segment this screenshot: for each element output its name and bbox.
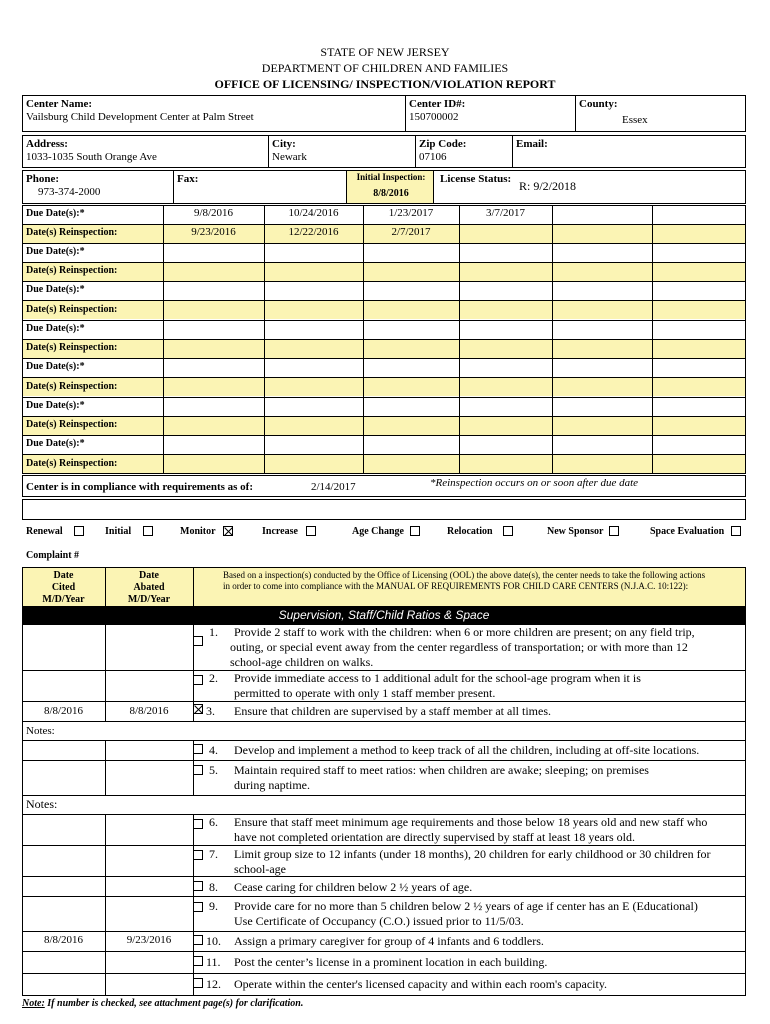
due-date-1: 9/8/2016 [193,207,234,219]
requirement-6-text: Ensure that staff meet minimum age requirements and those below 18 years old and new staff who have not completed orientation are directly supervised by staff at least 18 years old. [234,815,708,844]
due-dates-label: Due Date(s):* [26,246,85,257]
notes-label: Notes: [26,797,58,811]
type-relocation-checkbox[interactable] [503,526,513,536]
reinspection-note: *Reinspection occurs on or soon after due date [430,477,639,489]
date-abated-header: Date Abated M/D/Year [127,570,171,605]
fax-label: Fax: [177,173,199,185]
reinspection-label: Date(s) Reinspection: [26,342,118,353]
due-date-3: 1/23/2017 [388,207,434,219]
requirement-10-checkbox[interactable] [193,935,203,945]
report-title: OFFICE OF LICENSING/ INSPECTION/VIOLATION REPORT [214,77,556,91]
complaint-label: Complaint # [26,550,80,561]
instructions-text: Based on a inspection(s) conducted by the Office of Licensing (OOL) the above date(s), the center needs to take the following actions in order to come into compliance with the MANUAL OF REQUIREMENTS FOR CHILD CARE CENTERS (N.J.A.C. 10:122): [223,570,706,591]
requirement-5-text: Maintain required staff to meet ratios: when children are awake; sleeping; on premises during naptime. [234,763,649,792]
requirement-11-text: Post the center’s license in a prominent location in each building. [234,955,548,969]
reinspection-date-2: 12/22/2016 [288,226,339,238]
type-relocation-label: Relocation [447,526,493,537]
requirement-8-text: Cease caring for children below 2 ½ years of age. [234,880,473,894]
requirement-7-number: 7. [209,847,218,861]
due-dates-label: Due Date(s):* [26,361,85,372]
requirement-6-number: 6. [209,815,218,829]
zip-value: 07106 [419,151,447,163]
requirement-2-checkbox[interactable] [193,675,203,685]
type-increase-label: Increase [262,526,298,537]
requirement-10-date-abated: 9/23/2016 [126,934,172,946]
requirement-10-text: Assign a primary caregiver for group of 4 infants and 6 toddlers. [234,934,544,948]
requirement-6-checkbox[interactable] [193,819,203,829]
requirement-2-number: 2. [209,671,218,685]
reinspection-label: Date(s) Reinspection: [26,227,118,238]
address-label: Address: [26,138,68,150]
date-cited-header: Date Cited M/D/Year [42,570,85,605]
type-renewal-label: Renewal [26,526,63,537]
reinspection-label: Date(s) Reinspection: [26,265,118,276]
type-increase-checkbox[interactable] [306,526,316,536]
requirement-4-number: 4. [209,743,218,757]
due-dates-label: Due Date(s):* [26,208,85,219]
center-id-label: Center ID#: [409,98,466,110]
county-value: Essex [622,114,648,126]
requirement-7-text: Limit group size to 12 infants (under 18 months), 20 children for early childhood or 30 children for school-age [234,847,711,876]
reinspection-label: Date(s) Reinspection: [26,304,118,315]
phone-label: Phone: [26,173,59,185]
requirement-11-checkbox[interactable] [193,956,203,966]
requirement-10-date-cited: 8/8/2016 [43,934,84,946]
department-title: DEPARTMENT OF CHILDREN AND FAMILIES [261,61,509,75]
type-new-sponsor-checkbox[interactable] [609,526,619,536]
due-dates-label: Due Date(s):* [26,400,85,411]
center-name-label: Center Name: [26,98,93,110]
center-id-value: 150700002 [409,111,459,123]
requirement-4-text: Develop and implement a method to keep track of all the children, including at off-site locations. [234,743,700,757]
requirement-11-number: 11. [206,955,221,969]
type-space-evaluation-label: Space Evaluation [650,526,725,537]
center-name-value: Vailsburg Child Development Center at Palm Street [26,111,254,123]
requirement-12-number: 12. [206,977,221,991]
license-status-value: R: 9/2/2018 [519,179,577,193]
requirement-1-text: Provide 2 staff to work with the children: when 6 or more children are present; on any field trip, outing, or special event away from the center regardless of transportation; or with more than 12 school-age children on walks. [230,625,695,669]
requirement-12-text: Operate within the center's licensed capacity and within each room's capacity. [234,977,608,991]
requirement-3-date-abated: 8/8/2016 [129,705,169,717]
type-monitor-label: Monitor [180,526,216,537]
address-value: 1033-1035 South Orange Ave [26,151,157,163]
requirement-2-text: Provide immediate access to 1 additional adult for the school-age program when it is permitted to operate with only 1 staff member present. [234,671,641,700]
requirement-1-checkbox[interactable] [193,636,203,646]
reinspection-label: Date(s) Reinspection: [26,381,118,392]
reinspection-date-3: 2/7/2017 [391,226,431,238]
blank-row [22,499,746,520]
type-age-change-checkbox[interactable] [410,526,420,536]
requirement-7-checkbox[interactable] [193,850,203,860]
due-date-2: 10/24/2016 [288,207,339,219]
requirement-9-number: 9. [209,899,218,913]
requirement-3-text: Ensure that children are supervised by a staff member at all times. [234,704,552,718]
requirement-3-number: 3. [206,704,215,718]
requirement-3-date-cited: 8/8/2016 [43,705,84,717]
type-new-sponsor-label: New Sponsor [547,526,604,537]
type-age-change-label: Age Change [352,526,404,537]
notes-label: Notes: [26,725,55,737]
state-title: STATE OF NEW JERSEY [320,45,450,59]
requirement-3-checkbox[interactable] [193,704,203,714]
compliance-date: 2/14/2017 [311,481,356,493]
requirement-8-checkbox[interactable] [193,881,203,891]
email-label: Email: [516,138,548,150]
reinspection-label: Date(s) Reinspection: [26,419,118,430]
type-space-evaluation-checkbox[interactable] [731,526,741,536]
due-dates-label: Due Date(s):* [26,284,85,295]
type-renewal-checkbox[interactable] [74,526,84,536]
type-initial-label: Initial [105,526,132,537]
county-label: County: [579,98,618,110]
requirement-4-checkbox[interactable] [193,744,203,754]
reinspection-label: Date(s) Reinspection: [26,458,118,469]
type-initial-checkbox[interactable] [143,526,153,536]
type-monitor-checkbox[interactable] [223,526,233,536]
section-title: Supervision, Staff/Child Ratios & Space [278,608,490,622]
zip-label: Zip Code: [419,138,467,150]
requirement-12-checkbox[interactable] [193,978,203,988]
license-status-label: License Status: [440,173,512,185]
requirement-9-checkbox[interactable] [193,902,203,912]
requirement-8-number: 8. [209,880,218,894]
compliance-label: Center is in compliance with requirements as of: [26,481,254,493]
due-dates-label: Due Date(s):* [26,323,85,334]
initial-inspection-date: 8/8/2016 [373,188,409,199]
requirement-1-number: 1. [209,625,218,639]
requirement-5-checkbox[interactable] [193,765,203,775]
requirement-10-number: 10. [206,934,221,948]
due-dates-label: Due Date(s):* [26,438,85,449]
requirement-9-text: Provide care for no more than 5 children below 2 ½ years of age if center has an E (Educational) Use Certificate of Occupancy (C.O.) issued prior to 11/5/03. [234,899,698,928]
initial-inspection-label: Initial Inspection: [356,172,426,182]
phone-value: 973-374-2000 [38,186,101,198]
footer-note: Note: If number is checked, see attachment page(s) for clarification. [22,998,304,1009]
reinspection-date-1: 9/23/2016 [191,226,236,238]
requirement-5-number: 5. [209,763,218,777]
due-date-4: 3/7/2017 [485,207,526,219]
city-label: City: [272,138,296,150]
city-value: Newark [272,151,307,163]
